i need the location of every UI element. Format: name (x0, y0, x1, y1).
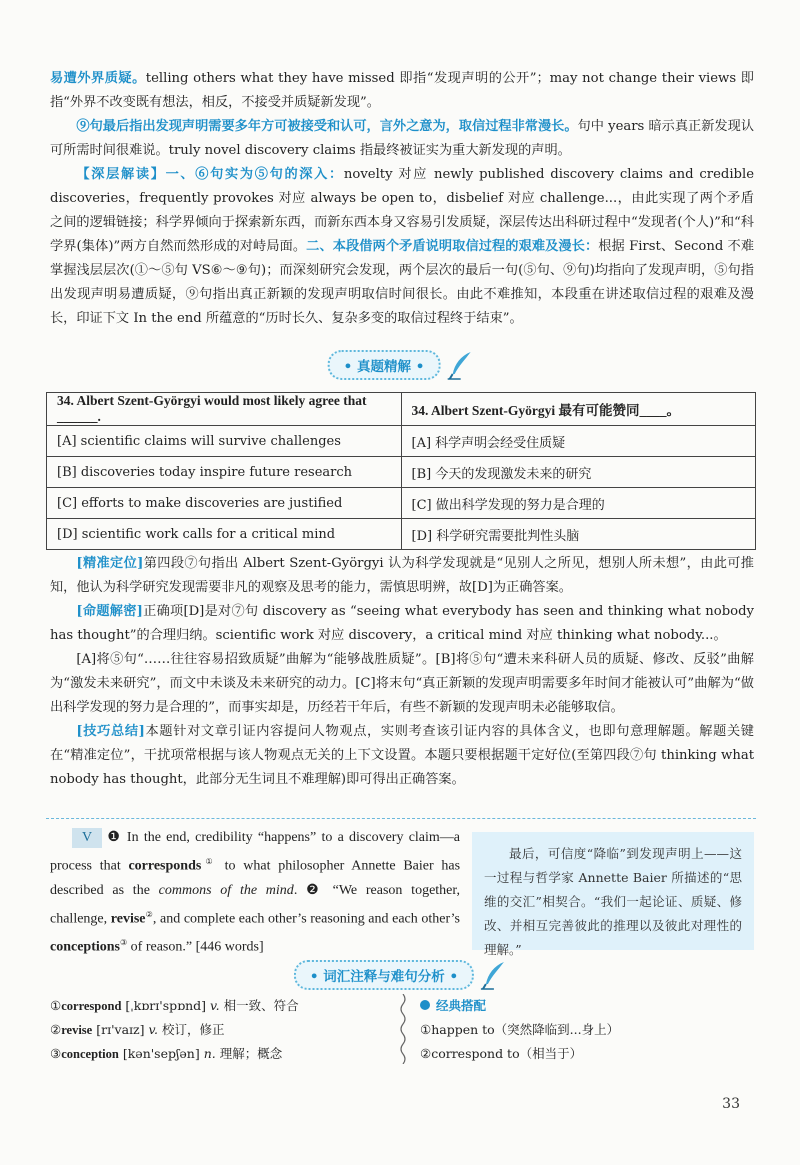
paragraph-marker: V (72, 828, 102, 848)
analysis-distractors: [A]将⑤句“……往往容易招致质疑”曲解为“能够战胜质疑”。[B]将⑤句“遭未来科研人员的质疑、修改、反驳”曲解为“激发未来研究”，而文中未谈及未来研究的动力。[C]将末句“真正新颖的发现声明需要多年时间才能被认可”曲解为“做出科学发现的努力是合理的”，而事实却是，历经若干年后，有些不新颖的发现声明未必能够取信。 (50, 652, 754, 715)
vocab-highlight: corresponds (128, 858, 202, 874)
wavy-divider (398, 994, 408, 1064)
collocation-title: 经典搭配 (420, 994, 740, 1018)
page-number: 33 (722, 1096, 740, 1112)
option-d-zh: [D] 科学研究需要批判性头脑 (401, 519, 756, 550)
intro-paragraph-1: 易遭外界质疑。telling others what they have missed 即指“发现声明的公开”；may not change their views 即指“外界不改变既有想法，相反，不接受并质疑新发现”。 (50, 71, 754, 110)
option-a-en: [A] scientific claims will survive challenges (47, 426, 402, 457)
option-c-zh: [C] 做出科学发现的努力是合理的 (401, 488, 756, 519)
section-title-text: • 真题精解 • (328, 350, 441, 380)
section-title-exam-analysis (328, 350, 473, 380)
vocab-list (50, 994, 390, 1066)
analysis-decode: [命题解密]正确项[D]是对⑦句 discovery as “seeing what everybody has seen and thinking what nobody has thought”的合理归纳。scientific work 对应 discovery，a critical mind 对应 thinking what nobody...。 (50, 604, 754, 643)
intro-highlight: ⑨句最后指出发现声明需要多年方可被接受和认可，言外之意为，取信过程非常漫长。 (76, 119, 578, 134)
table-row (47, 393, 756, 426)
quill-pen-icon (480, 960, 506, 990)
intro-paragraph-2: ⑨句最后指出发现声明需要多年方可被接受和认可，言外之意为，取信过程非常漫长。句中 years 暗示真正新发现认可所需时间很难说。truly novel discovery claims 指最终被证实为重大新发现的声明。 (50, 119, 755, 158)
section-title-vocab (294, 960, 506, 990)
collocation-box (420, 994, 740, 1066)
question-stem-zh: 34. Albert Szent-Györgyi 最有可能赞同____。 (401, 393, 756, 426)
option-d-en: [D] scientific work calls for a critical mind (47, 519, 402, 550)
option-c-en: [C] efforts to make discoveries are justified (47, 488, 402, 519)
quill-pen-icon (446, 350, 472, 380)
vocab-highlight: conceptions (50, 939, 120, 955)
option-b-en: [B] discoveries today inspire future research (47, 457, 402, 488)
list-item: ③conception [kən'sepʃən] n. 理解；概念 (50, 1046, 283, 1061)
passage-paragraph: V ❶ In the end, credibility “happens” to a discovery claim—a process that corresponds① to what philosopher Annette Baier has described as the commons of the mind. ❷ “We reason together, challenge, revise②, and complete each other’s reasoning and each other’s conceptions③ of reason.” [446 words] (50, 830, 461, 955)
list-item: ②correspond to（相当于） (420, 1046, 583, 1061)
option-a-zh: [A] 科学声明会经受住质疑 (401, 426, 756, 457)
option-b-zh: [B] 今天的发现激发未来的研究 (401, 457, 756, 488)
analysis-label: [技巧总结] (76, 724, 145, 739)
deep-reading-paragraph: 【深层解读】一、⑥句实为⑤句的深入：novelty 对应 newly published discovery claims and credible discoveries，frequently provokes 对应 always be open to，disbelief 对应 challenge...，由此实现了两个矛盾之间的逻辑链接；科学界倾向于探索新东西，而新东西本身又容易引发质疑，深层传达出科研过程中“发现者(个人)”和“科学界(集体)”两方自然而然形成的对峙局面。二、本段借两个矛盾说明取信过程的艰难及漫长：根据 First、Second 不难掌握浅层层次(①～⑤句 VS⑥～⑨句)；而深刻研究会发现，两个层次的最后一句(⑤句、⑨句)均指向了发现声明，⑤句指出发现声明易遭质疑，⑨句指出真正新颖的发现声明取信时间很长。由此不难推知，本段重在讲述取信过程的艰难及漫长，印证下文 In the end 所蕴意的“历时长久、复杂多变的取信过程终于结束”。 (50, 167, 755, 326)
question-table (46, 392, 756, 550)
analysis-location: [精准定位]第四段⑦句指出 Albert Szent-Györgyi 认为科学发现就是“见别人之所见，想别人所未想”，由此可推知，他认为科学研究发现需要非凡的观察及思考的能力，需慎思明辨，故[D]为正确答案。 (50, 556, 754, 595)
analysis-label: [命题解密] (76, 604, 143, 619)
intro-highlight: 易遭外界质疑。 (50, 71, 146, 86)
translation-box: 最后，可信度“降临”到发现声明上——这一过程与哲学家 Annette Baier 所描述的“思维的交汇”相契合。“我们一起论证、质疑、修改、并相互完善彼此的推理以及彼此对理性的理解。” (472, 832, 754, 950)
table-row (47, 488, 756, 519)
vocab-highlight: revise (110, 911, 146, 927)
analysis-summary: [技巧总结]本题针对文章引证内容提问人物观点，实则考查该引证内容的具体含义，也即句意理解题。解题关键在“精准定位”，干扰项常根据与该人物观点无关的上下文设置。本题只要根据题干定好位(至第四段⑦句 thinking what nobody has thought，此部分无生词且不难理解)即可得出正确答案。 (50, 724, 754, 787)
list-item: ①happen to（突然降临到...身上） (420, 1022, 620, 1037)
list-item: ②revise [rɪ'vaɪz] v. 校订，修正 (50, 1022, 225, 1037)
analysis-label: [精准定位] (76, 556, 144, 571)
section-title-text: • 词汇注释与难句分析 • (294, 960, 474, 990)
deep-reading-label: 【深层解读】 (76, 167, 166, 182)
divider (46, 818, 756, 819)
table-row (47, 457, 756, 488)
question-stem-en: 34. Albert Szent-Györgyi would most likely agree that ______. (47, 393, 402, 426)
table-row (47, 426, 756, 457)
table-row (47, 519, 756, 550)
list-item: ①correspond [ˌkɒrɪ'spɒnd] v. 相一致、符合 (50, 998, 299, 1013)
bullet-icon (420, 1000, 430, 1010)
